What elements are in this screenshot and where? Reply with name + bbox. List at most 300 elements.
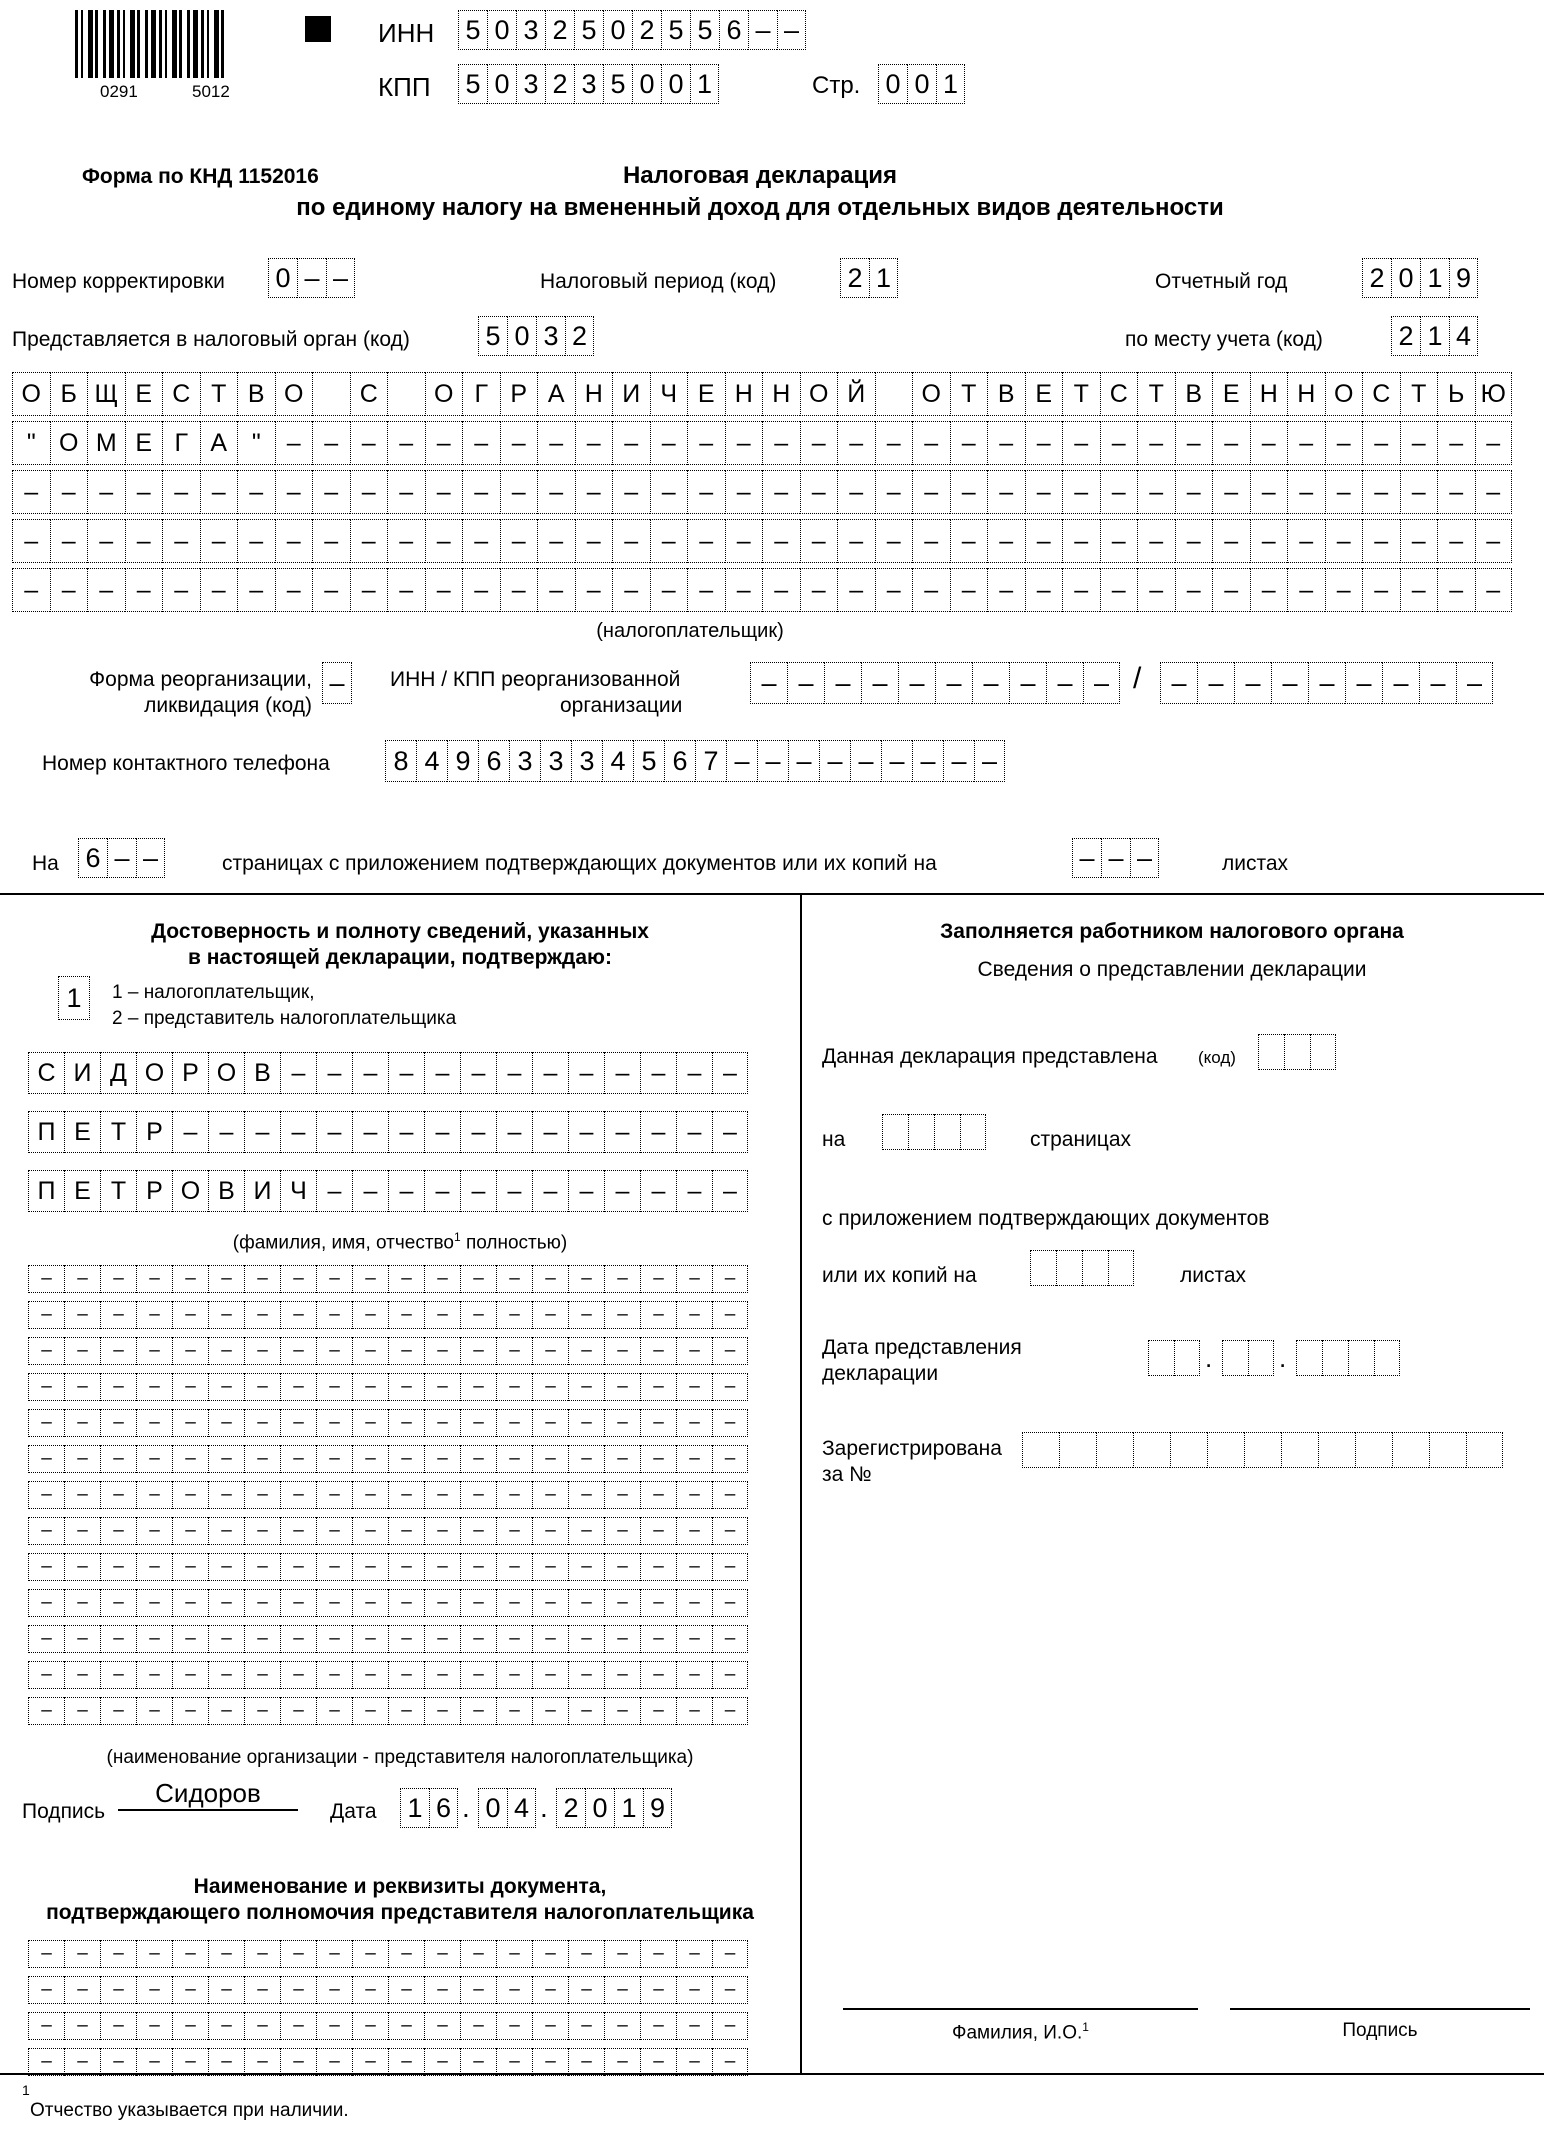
reorg-inn-cell[interactable]: –: [972, 662, 1009, 704]
representative-org-row-cell[interactable]: –: [424, 1697, 460, 1725]
taxpayer-name-row-cell[interactable]: –: [950, 519, 988, 563]
taxpayer-name-row-cell[interactable]: –: [1287, 568, 1325, 612]
taxpayer-name-row-cell[interactable]: А: [537, 372, 575, 416]
kpp-cell[interactable]: 0: [632, 64, 661, 104]
taxpayer-name-row-cell[interactable]: –: [50, 470, 88, 514]
representative-fio-row-cell[interactable]: –: [316, 1170, 352, 1212]
representative-org-row-cell[interactable]: –: [388, 1337, 424, 1365]
document-details-row-cell[interactable]: –: [352, 2012, 388, 2040]
taxpayer-name-row-cell[interactable]: Т: [200, 372, 238, 416]
representative-org-row-cell[interactable]: –: [532, 1337, 568, 1365]
representative-fio-row-cell[interactable]: Р: [136, 1170, 172, 1212]
representative-org-row-cell[interactable]: –: [352, 1589, 388, 1617]
representative-org-row-cell[interactable]: –: [64, 1409, 100, 1437]
registered-number-cell[interactable]: [1355, 1432, 1392, 1468]
registered-number-cell[interactable]: [1096, 1432, 1133, 1468]
taxpayer-name-row-cell[interactable]: –: [1100, 421, 1138, 465]
representative-org-row-cell[interactable]: –: [244, 1553, 280, 1581]
reorg-kpp-cell[interactable]: –: [1234, 662, 1271, 704]
representative-org-row-cell[interactable]: –: [172, 1265, 208, 1293]
place-cell[interactable]: 1: [1420, 316, 1449, 356]
representative-org-row-cell[interactable]: –: [100, 1589, 136, 1617]
taxpayer-name-row-cell[interactable]: Е: [1212, 372, 1250, 416]
taxpayer-name-row-cell[interactable]: –: [1325, 421, 1363, 465]
confirm-code-cell[interactable]: 1: [58, 976, 90, 1020]
officer-attach-cell[interactable]: [1030, 1250, 1056, 1286]
representative-org-row-cell[interactable]: –: [532, 1517, 568, 1545]
representative-org-row-cell[interactable]: –: [640, 1265, 676, 1293]
representative-org-row-cell[interactable]: –: [460, 1697, 496, 1725]
taxpayer-name-row-cell[interactable]: О: [12, 372, 50, 416]
representative-fio-row-cell[interactable]: –: [712, 1170, 748, 1212]
taxpayer-name-row-cell[interactable]: –: [1325, 470, 1363, 514]
document-details-row-cell[interactable]: –: [352, 1976, 388, 2004]
phone-cell[interactable]: 5: [633, 740, 664, 782]
document-details-row-cell[interactable]: –: [568, 2048, 604, 2076]
representative-fio-row-cell[interactable]: С: [28, 1052, 64, 1094]
taxpayer-name-row-cell[interactable]: –: [1212, 568, 1250, 612]
submitted-code-cell[interactable]: [1258, 1034, 1284, 1070]
phone-cell[interactable]: –: [726, 740, 757, 782]
representative-fio-row-cell[interactable]: Т: [100, 1170, 136, 1212]
document-details-row-cell[interactable]: –: [64, 2012, 100, 2040]
representative-org-row-cell[interactable]: –: [100, 1337, 136, 1365]
taxpayer-name-row-cell[interactable]: –: [1475, 519, 1513, 563]
taxpayer-name-row-cell[interactable]: –: [125, 568, 163, 612]
representative-org-row-cell[interactable]: –: [28, 1373, 64, 1401]
representative-org-row-cell[interactable]: –: [136, 1301, 172, 1329]
representative-org-row-cell[interactable]: –: [640, 1373, 676, 1401]
representative-org-row-cell[interactable]: –: [460, 1517, 496, 1545]
representative-org-row-cell[interactable]: –: [604, 1589, 640, 1617]
taxpayer-name-row-cell[interactable]: –: [1250, 470, 1288, 514]
representative-org-row-cell[interactable]: –: [64, 1517, 100, 1545]
representative-org-row-cell[interactable]: –: [604, 1409, 640, 1437]
taxpayer-name-row-cell[interactable]: –: [200, 568, 238, 612]
representative-org-row-cell[interactable]: –: [568, 1337, 604, 1365]
representative-org-row-cell[interactable]: –: [352, 1661, 388, 1689]
document-details-row-cell[interactable]: –: [712, 2048, 748, 2076]
taxpayer-name-row-cell[interactable]: –: [800, 568, 838, 612]
taxpayer-name-row-cell[interactable]: –: [350, 421, 388, 465]
page-cell[interactable]: 0: [907, 64, 936, 104]
representative-org-row-cell[interactable]: –: [532, 1661, 568, 1689]
representative-fio-row-cell[interactable]: О: [172, 1170, 208, 1212]
representative-fio-row-cell[interactable]: –: [496, 1052, 532, 1094]
representative-fio-row-cell[interactable]: И: [64, 1052, 100, 1094]
representative-org-row-cell[interactable]: –: [712, 1409, 748, 1437]
representative-org-row-cell[interactable]: –: [676, 1373, 712, 1401]
date-day-cell[interactable]: 6: [429, 1788, 458, 1828]
representative-org-row-cell[interactable]: –: [676, 1697, 712, 1725]
document-details-row-cell[interactable]: –: [208, 1976, 244, 2004]
representative-fio-row-cell[interactable]: –: [712, 1052, 748, 1094]
representative-org-row-cell[interactable]: –: [244, 1265, 280, 1293]
document-details-row-cell[interactable]: –: [136, 2048, 172, 2076]
representative-org-row-cell[interactable]: –: [460, 1265, 496, 1293]
representative-org-row-cell[interactable]: –: [532, 1265, 568, 1293]
representative-org-row-cell[interactable]: –: [388, 1553, 424, 1581]
representative-org-row-cell[interactable]: –: [208, 1517, 244, 1545]
document-details-row-cell[interactable]: –: [388, 2048, 424, 2076]
taxpayer-name-row-cell[interactable]: Н: [725, 372, 763, 416]
taxpayer-name-row-cell[interactable]: –: [1212, 421, 1250, 465]
officer-date-year-cell[interactable]: [1322, 1340, 1348, 1376]
representative-org-row-cell[interactable]: –: [712, 1517, 748, 1545]
representative-org-row-cell[interactable]: –: [352, 1553, 388, 1581]
representative-org-row-cell[interactable]: –: [532, 1553, 568, 1581]
taxpayer-name-row-cell[interactable]: –: [350, 470, 388, 514]
reorg-kpp-cell[interactable]: –: [1456, 662, 1493, 704]
document-details-row-cell[interactable]: –: [172, 2012, 208, 2040]
representative-org-row-cell[interactable]: –: [604, 1625, 640, 1653]
document-details-row-cell[interactable]: –: [460, 1940, 496, 1968]
representative-fio-row-cell[interactable]: –: [208, 1111, 244, 1153]
document-details-row-cell[interactable]: –: [460, 2048, 496, 2076]
representative-fio-row-cell[interactable]: –: [460, 1170, 496, 1212]
taxpayer-name-row-cell[interactable]: С: [350, 372, 388, 416]
taxpayer-name-row-cell[interactable]: –: [875, 421, 913, 465]
representative-org-row-cell[interactable]: –: [460, 1301, 496, 1329]
representative-org-row-cell[interactable]: –: [424, 1625, 460, 1653]
document-details-row-cell[interactable]: –: [28, 1976, 64, 2004]
taxpayer-name-row-cell[interactable]: –: [12, 568, 50, 612]
representative-org-row-cell[interactable]: –: [64, 1301, 100, 1329]
document-details-row-cell[interactable]: –: [568, 2012, 604, 2040]
registered-number-cell[interactable]: [1466, 1432, 1503, 1468]
inn-cell[interactable]: 6: [719, 10, 748, 50]
page-cell[interactable]: 1: [936, 64, 965, 104]
document-details-row-cell[interactable]: –: [424, 2012, 460, 2040]
period-cell[interactable]: 2: [840, 258, 869, 298]
taxpayer-name-row-cell[interactable]: –: [200, 470, 238, 514]
document-details-row-cell[interactable]: –: [424, 1940, 460, 1968]
taxpayer-name-row-cell[interactable]: –: [500, 470, 538, 514]
phone-cell[interactable]: 8: [385, 740, 416, 782]
taxpayer-name-row-cell[interactable]: –: [762, 470, 800, 514]
taxpayer-name-row-cell[interactable]: –: [275, 568, 313, 612]
taxpayer-name-row-cell[interactable]: –: [1437, 519, 1475, 563]
taxpayer-name-row-cell[interactable]: –: [162, 470, 200, 514]
taxpayer-name-row-cell[interactable]: –: [650, 421, 688, 465]
document-details-row-cell[interactable]: –: [28, 1940, 64, 1968]
taxpayer-name-row-cell[interactable]: –: [987, 568, 1025, 612]
kpp-cell[interactable]: 3: [574, 64, 603, 104]
reorg-inn-cell[interactable]: –: [861, 662, 898, 704]
representative-org-row-cell[interactable]: –: [280, 1373, 316, 1401]
taxpayer-name-row-cell[interactable]: –: [1362, 519, 1400, 563]
representative-org-row-cell[interactable]: –: [100, 1481, 136, 1509]
representative-org-row-cell[interactable]: –: [136, 1589, 172, 1617]
correction-cell[interactable]: 0: [268, 258, 297, 298]
representative-fio-row-cell[interactable]: –: [280, 1052, 316, 1094]
document-details-row-cell[interactable]: –: [532, 2012, 568, 2040]
representative-org-row-cell[interactable]: –: [532, 1481, 568, 1509]
representative-org-row-cell[interactable]: –: [388, 1373, 424, 1401]
representative-org-row-cell[interactable]: –: [28, 1265, 64, 1293]
document-details-row-cell[interactable]: –: [712, 2012, 748, 2040]
reorg-kpp-cell[interactable]: –: [1271, 662, 1308, 704]
document-details-row-cell[interactable]: –: [208, 1940, 244, 1968]
representative-org-row-cell[interactable]: –: [208, 1661, 244, 1689]
document-details-row-cell[interactable]: –: [640, 1976, 676, 2004]
representative-org-row-cell[interactable]: –: [316, 1553, 352, 1581]
taxpayer-name-row-cell[interactable]: И: [612, 372, 650, 416]
representative-org-row-cell[interactable]: –: [352, 1517, 388, 1545]
taxpayer-name-row-cell[interactable]: –: [1137, 519, 1175, 563]
taxpayer-name-row-cell[interactable]: –: [875, 470, 913, 514]
representative-fio-row-cell[interactable]: –: [388, 1170, 424, 1212]
taxpayer-name-row-cell[interactable]: –: [725, 568, 763, 612]
taxpayer-name-row-cell[interactable]: –: [575, 470, 613, 514]
document-details-row-cell[interactable]: –: [64, 2048, 100, 2076]
representative-org-row-cell[interactable]: –: [568, 1589, 604, 1617]
taxpayer-name-row-cell[interactable]: –: [1137, 470, 1175, 514]
representative-org-row-cell[interactable]: –: [136, 1661, 172, 1689]
representative-org-row-cell[interactable]: –: [640, 1517, 676, 1545]
representative-fio-row-cell[interactable]: –: [424, 1052, 460, 1094]
representative-fio-row-cell[interactable]: Е: [64, 1170, 100, 1212]
document-details-row-cell[interactable]: –: [172, 2048, 208, 2076]
representative-org-row-cell[interactable]: –: [712, 1589, 748, 1617]
representative-fio-row-cell[interactable]: –: [424, 1111, 460, 1153]
taxpayer-name-row-cell[interactable]: Е: [125, 372, 163, 416]
representative-org-row-cell[interactable]: –: [280, 1589, 316, 1617]
taxpayer-name-row-cell[interactable]: –: [350, 568, 388, 612]
document-details-row-cell[interactable]: –: [136, 1940, 172, 1968]
representative-org-row-cell[interactable]: –: [424, 1481, 460, 1509]
phone-cell[interactable]: –: [943, 740, 974, 782]
taxpayer-name-row-cell[interactable]: –: [12, 519, 50, 563]
taxpayer-name-row-cell[interactable]: –: [1212, 519, 1250, 563]
representative-org-row-cell[interactable]: –: [244, 1373, 280, 1401]
representative-fio-row-cell[interactable]: –: [460, 1052, 496, 1094]
representative-org-row-cell[interactable]: –: [424, 1265, 460, 1293]
representative-org-row-cell[interactable]: –: [496, 1661, 532, 1689]
taxpayer-name-row-cell[interactable]: –: [800, 519, 838, 563]
taxpayer-name-row-cell[interactable]: –: [1437, 470, 1475, 514]
representative-org-row-cell[interactable]: –: [532, 1301, 568, 1329]
taxpayer-name-row-cell[interactable]: ": [237, 421, 275, 465]
phone-cell[interactable]: –: [974, 740, 1005, 782]
representative-org-row-cell[interactable]: –: [136, 1481, 172, 1509]
representative-org-row-cell[interactable]: –: [532, 1625, 568, 1653]
taxpayer-name-row-cell[interactable]: –: [612, 519, 650, 563]
registered-number-cell[interactable]: [1429, 1432, 1466, 1468]
representative-org-row-cell[interactable]: –: [64, 1337, 100, 1365]
officer-attach-cell[interactable]: [1108, 1250, 1134, 1286]
representative-fio-row-cell[interactable]: Р: [172, 1052, 208, 1094]
inn-cell[interactable]: –: [777, 10, 806, 50]
representative-org-row-cell[interactable]: –: [640, 1589, 676, 1617]
taxpayer-name-row-cell[interactable]: –: [612, 470, 650, 514]
taxpayer-name-row-cell[interactable]: В: [237, 372, 275, 416]
document-details-row-cell[interactable]: –: [316, 2048, 352, 2076]
document-details-row-cell[interactable]: –: [424, 1976, 460, 2004]
taxpayer-name-row-cell[interactable]: –: [762, 568, 800, 612]
taxpayer-name-row-cell[interactable]: –: [875, 519, 913, 563]
taxpayer-name-row-cell[interactable]: –: [1400, 568, 1438, 612]
taxpayer-name-row-cell[interactable]: Г: [462, 372, 500, 416]
officer-attach-cell[interactable]: [1082, 1250, 1108, 1286]
representative-org-row-cell[interactable]: –: [676, 1661, 712, 1689]
representative-org-row-cell[interactable]: –: [100, 1625, 136, 1653]
taxpayer-name-row-cell[interactable]: –: [1287, 519, 1325, 563]
representative-org-row-cell[interactable]: –: [208, 1481, 244, 1509]
document-details-row-cell[interactable]: –: [280, 2048, 316, 2076]
taxpayer-name-row-cell[interactable]: –: [312, 519, 350, 563]
kpp-cell[interactable]: 1: [690, 64, 719, 104]
phone-cell[interactable]: –: [819, 740, 850, 782]
reorg-kpp-cell[interactable]: –: [1308, 662, 1345, 704]
representative-org-row-cell[interactable]: –: [496, 1265, 532, 1293]
representative-org-row-cell[interactable]: –: [208, 1337, 244, 1365]
taxpayer-name-row-cell[interactable]: –: [350, 519, 388, 563]
officer-date-year-cell[interactable]: [1296, 1340, 1322, 1376]
representative-org-row-cell[interactable]: –: [604, 1661, 640, 1689]
submitted-code-cell[interactable]: [1310, 1034, 1336, 1070]
inn-cell[interactable]: 5: [574, 10, 603, 50]
document-details-row-cell[interactable]: –: [244, 2012, 280, 2040]
attachment-cell[interactable]: –: [1130, 838, 1159, 878]
inn-cell[interactable]: 0: [603, 10, 632, 50]
document-details-row-cell[interactable]: –: [316, 2012, 352, 2040]
representative-org-row-cell[interactable]: –: [676, 1625, 712, 1653]
document-details-row-cell[interactable]: –: [388, 2012, 424, 2040]
taxpayer-name-row-cell[interactable]: В: [1175, 372, 1213, 416]
taxpayer-name-row-cell[interactable]: –: [650, 470, 688, 514]
taxpayer-name-row-cell[interactable]: –: [612, 568, 650, 612]
representative-fio-row-cell[interactable]: О: [136, 1052, 172, 1094]
taxpayer-name-row-cell[interactable]: –: [275, 470, 313, 514]
representative-org-row-cell[interactable]: –: [100, 1301, 136, 1329]
representative-org-row-cell[interactable]: –: [388, 1661, 424, 1689]
taxpayer-name-row-cell[interactable]: –: [462, 421, 500, 465]
taxpayer-name-row-cell[interactable]: –: [1475, 470, 1513, 514]
representative-org-row-cell[interactable]: –: [352, 1697, 388, 1725]
representative-fio-row-cell[interactable]: –: [496, 1170, 532, 1212]
taxpayer-name-row-cell[interactable]: –: [1362, 470, 1400, 514]
taxpayer-name-row-cell[interactable]: –: [237, 568, 275, 612]
taxpayer-name-row-cell[interactable]: –: [1137, 421, 1175, 465]
taxpayer-name-row-cell[interactable]: Ч: [650, 372, 688, 416]
representative-fio-row-cell[interactable]: –: [568, 1052, 604, 1094]
reorg-kpp-cell[interactable]: –: [1345, 662, 1382, 704]
representative-org-row-cell[interactable]: –: [568, 1265, 604, 1293]
representative-org-row-cell[interactable]: –: [496, 1337, 532, 1365]
representative-org-row-cell[interactable]: –: [712, 1265, 748, 1293]
document-details-row-cell[interactable]: –: [496, 1976, 532, 2004]
representative-org-row-cell[interactable]: –: [460, 1481, 496, 1509]
representative-org-row-cell[interactable]: –: [64, 1265, 100, 1293]
taxpayer-name-row-cell[interactable]: Т: [1400, 372, 1438, 416]
representative-fio-row-cell[interactable]: И: [244, 1170, 280, 1212]
representative-org-row-cell[interactable]: –: [64, 1589, 100, 1617]
document-details-row-cell[interactable]: –: [100, 2048, 136, 2076]
officer-pages-cell[interactable]: [960, 1114, 986, 1150]
representative-org-row-cell[interactable]: –: [604, 1373, 640, 1401]
taxpayer-name-row-cell[interactable]: –: [575, 568, 613, 612]
reorg-inn-cell[interactable]: –: [935, 662, 972, 704]
representative-org-row-cell[interactable]: –: [712, 1337, 748, 1365]
pages-cell[interactable]: 6: [78, 838, 107, 878]
representative-org-row-cell[interactable]: –: [676, 1409, 712, 1437]
representative-fio-row-cell[interactable]: –: [532, 1052, 568, 1094]
representative-org-row-cell[interactable]: –: [244, 1445, 280, 1473]
representative-org-row-cell[interactable]: –: [640, 1301, 676, 1329]
representative-org-row-cell[interactable]: –: [640, 1481, 676, 1509]
representative-fio-row-cell[interactable]: –: [352, 1170, 388, 1212]
taxpayer-name-row-cell[interactable]: ": [12, 421, 50, 465]
representative-org-row-cell[interactable]: –: [28, 1301, 64, 1329]
taxpayer-name-row-cell[interactable]: –: [1212, 470, 1250, 514]
document-details-row-cell[interactable]: –: [352, 2048, 388, 2076]
representative-org-row-cell[interactable]: –: [100, 1697, 136, 1725]
phone-cell[interactable]: 3: [509, 740, 540, 782]
representative-org-row-cell[interactable]: –: [280, 1697, 316, 1725]
place-cell[interactable]: 4: [1449, 316, 1478, 356]
taxpayer-name-row-cell[interactable]: –: [425, 470, 463, 514]
representative-fio-row-cell[interactable]: –: [280, 1111, 316, 1153]
inn-cell[interactable]: 5: [458, 10, 487, 50]
year-cell[interactable]: 1: [1420, 258, 1449, 298]
taxpayer-name-row-cell[interactable]: Т: [950, 372, 988, 416]
document-details-row-cell[interactable]: –: [208, 2012, 244, 2040]
representative-org-row-cell[interactable]: –: [280, 1337, 316, 1365]
representative-org-row-cell[interactable]: –: [316, 1265, 352, 1293]
correction-cell[interactable]: –: [326, 258, 355, 298]
representative-org-row-cell[interactable]: –: [316, 1697, 352, 1725]
document-details-row-cell[interactable]: –: [100, 2012, 136, 2040]
document-details-row-cell[interactable]: –: [532, 1976, 568, 2004]
taxpayer-name-row-cell[interactable]: –: [162, 568, 200, 612]
taxpayer-name-row-cell[interactable]: –: [1400, 421, 1438, 465]
taxpayer-name-row-cell[interactable]: [387, 372, 425, 416]
representative-org-row-cell[interactable]: –: [604, 1337, 640, 1365]
inn-cell[interactable]: 2: [545, 10, 574, 50]
representative-org-row-cell[interactable]: –: [640, 1553, 676, 1581]
representative-org-row-cell[interactable]: –: [280, 1625, 316, 1653]
taxpayer-name-row-cell[interactable]: –: [125, 519, 163, 563]
representative-org-row-cell[interactable]: –: [424, 1661, 460, 1689]
registered-number-cell[interactable]: [1318, 1432, 1355, 1468]
taxpayer-name-row-cell[interactable]: –: [87, 568, 125, 612]
registered-number-cell[interactable]: [1281, 1432, 1318, 1468]
representative-org-row-cell[interactable]: –: [604, 1445, 640, 1473]
taxpayer-name-row-cell[interactable]: –: [1250, 568, 1288, 612]
taxpayer-name-row-cell[interactable]: –: [687, 421, 725, 465]
phone-cell[interactable]: 3: [571, 740, 602, 782]
representative-org-row-cell[interactable]: –: [280, 1553, 316, 1581]
taxpayer-name-row-cell[interactable]: –: [12, 470, 50, 514]
taxpayer-name-row-cell[interactable]: Ю: [1475, 372, 1513, 416]
representative-org-row-cell[interactable]: –: [352, 1265, 388, 1293]
taxpayer-name-row-cell[interactable]: Й: [837, 372, 875, 416]
taxpayer-name-row-cell[interactable]: С: [1100, 372, 1138, 416]
officer-pages-cell[interactable]: [882, 1114, 908, 1150]
representative-org-row-cell[interactable]: –: [676, 1445, 712, 1473]
representative-fio-row-cell[interactable]: П: [28, 1111, 64, 1153]
representative-fio-row-cell[interactable]: Е: [64, 1111, 100, 1153]
phone-cell[interactable]: –: [912, 740, 943, 782]
taxpayer-name-row-cell[interactable]: –: [312, 470, 350, 514]
officer-date-month-cell[interactable]: [1222, 1340, 1248, 1376]
representative-org-row-cell[interactable]: –: [100, 1553, 136, 1581]
place-cell[interactable]: 2: [1391, 316, 1420, 356]
representative-org-row-cell[interactable]: –: [100, 1445, 136, 1473]
taxpayer-name-row-cell[interactable]: –: [87, 519, 125, 563]
representative-org-row-cell[interactable]: –: [64, 1661, 100, 1689]
